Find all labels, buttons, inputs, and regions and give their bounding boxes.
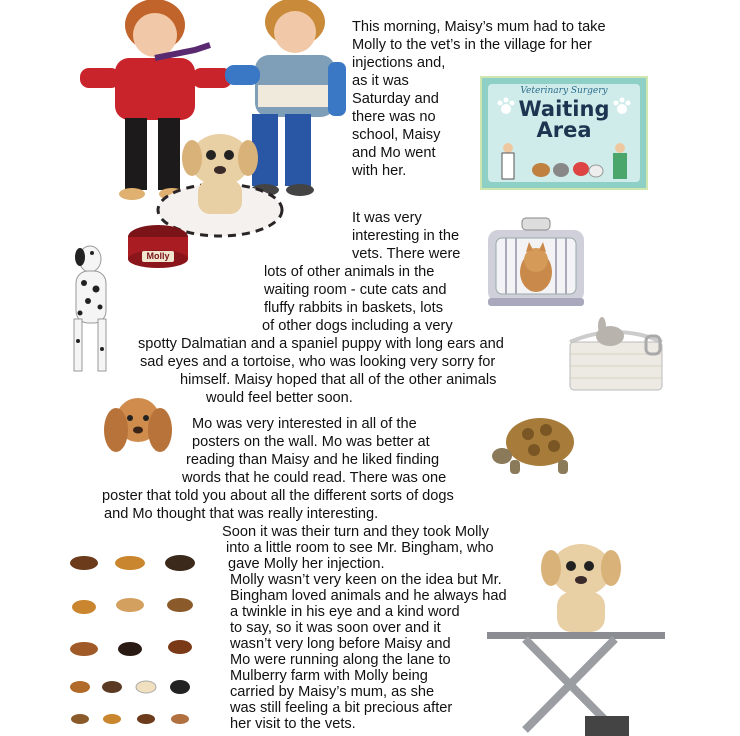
story-line: Molly to the vet’s in the village for her	[352, 37, 592, 53]
story-line: with her.	[352, 163, 407, 179]
story-line: It was very	[352, 210, 422, 226]
story-line: himself. Maisy hoped that all of the other animals	[180, 372, 497, 388]
story-line: Soon it was their turn and they took Molly	[222, 524, 489, 540]
story-line: carried by Maisy’s mum, as she	[230, 684, 435, 700]
story-line: school, Maisy	[352, 127, 441, 143]
story-line: was still feeling a bit precious after	[230, 700, 453, 716]
story-line: posters on the wall. Mo was better at	[192, 434, 430, 450]
story-line: reading than Maisy and he liked finding	[186, 452, 440, 468]
story-line: words that he could read. There was one	[182, 470, 447, 486]
story-line: a twinkle in his eye and a kind word	[230, 604, 460, 620]
story-line: poster that told you about all the different sorts of dogs	[102, 488, 454, 504]
story-line: injections and,	[352, 55, 446, 71]
story-line: sad eyes and a tortoise, who was looking very sorry for	[140, 354, 496, 370]
story-line: Saturday and	[352, 91, 439, 107]
story-line: Molly wasn’t very keen on the idea but Mr.	[230, 572, 502, 588]
story-line: waiting room - cute cats and	[264, 282, 447, 298]
story-line: vets. There were	[352, 246, 461, 262]
story-line: and Mo went	[352, 145, 436, 161]
story-line: Bingham loved animals and he always had	[230, 588, 507, 604]
bowl-label: Molly	[146, 251, 170, 261]
story-line: interesting in the	[352, 228, 460, 244]
story-line: Mo was very interested in all of the	[192, 416, 417, 432]
story-line: gave Molly her injection.	[228, 556, 385, 572]
story-line: there was no	[352, 109, 436, 125]
sign-header: Veterinary Surgery	[520, 86, 608, 96]
story-line: wasn’t very long before Maisy and	[230, 636, 451, 652]
story-line: This morning, Maisy’s mum had to take	[352, 19, 606, 35]
sign-title-line1: Waiting	[518, 97, 610, 121]
story-line: lots of other animals in the	[264, 264, 435, 280]
story-line: Mo were running along the lane to	[230, 652, 451, 668]
story-line: as it was	[352, 73, 409, 89]
story-line: Mulberry farm with Molly being	[230, 668, 428, 684]
story-line: her visit to the vets.	[230, 716, 356, 732]
story-line: and Mo thought that was really interesting.	[104, 506, 379, 522]
story-line: of other dogs including a very	[262, 318, 453, 334]
story-line: spotty Dalmatian and a spaniel puppy with long ears and	[138, 336, 504, 352]
story-line: to say, so it was soon over and it	[230, 620, 441, 636]
story-line: fluffy rabbits in baskets, lots	[264, 300, 443, 316]
story-line: into a little room to see Mr. Bingham, who	[226, 540, 494, 556]
sign-title-line2: Area	[536, 118, 592, 142]
story-line: would feel better soon.	[206, 390, 353, 406]
